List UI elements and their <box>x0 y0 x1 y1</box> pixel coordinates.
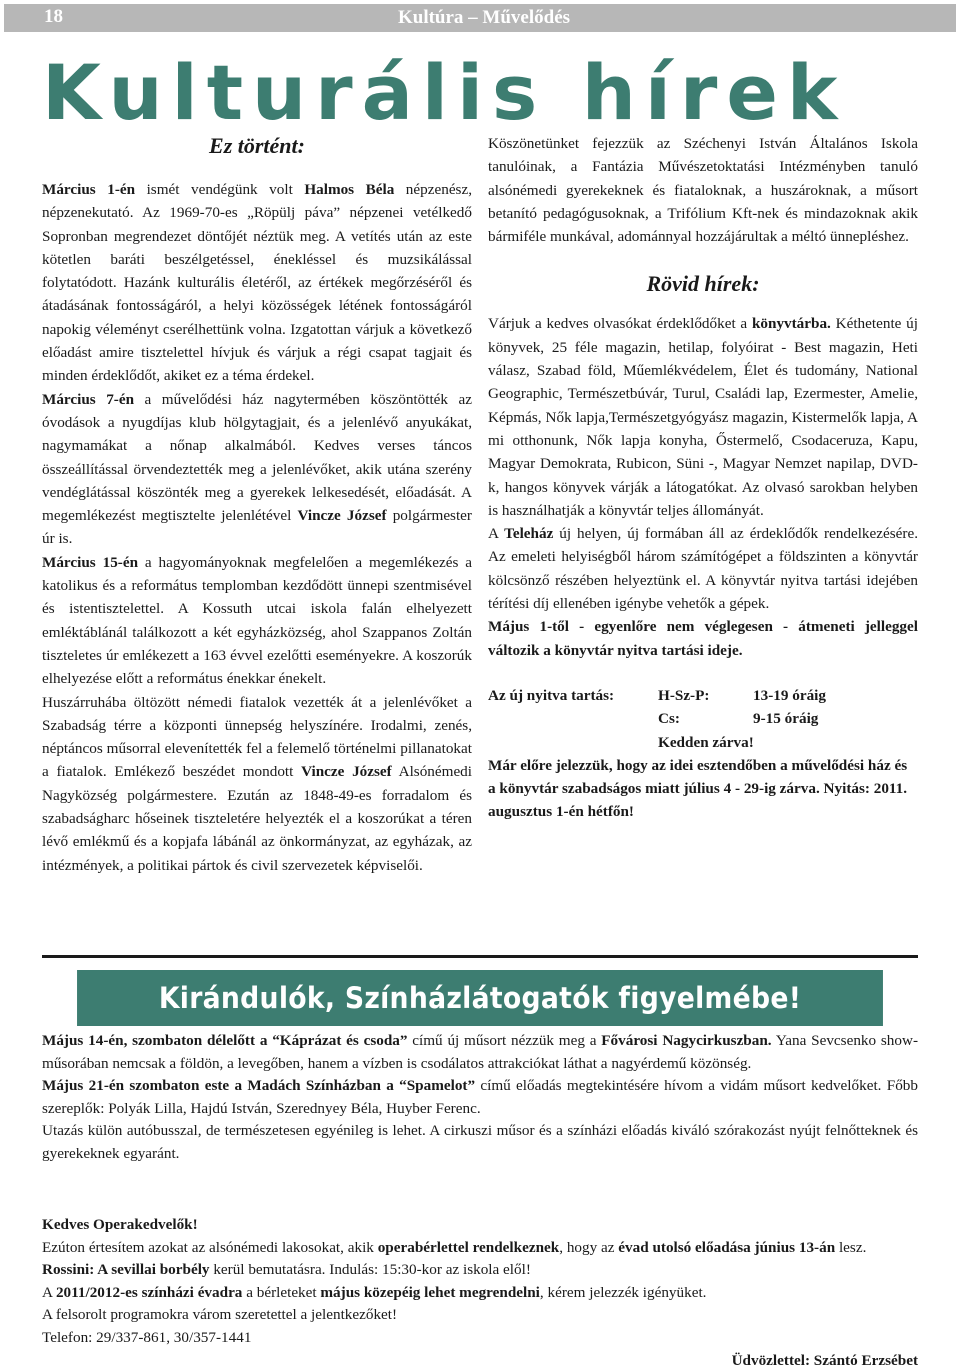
thanks-paragraph <box>488 132 918 248</box>
hours-change-paragraph <box>488 615 918 662</box>
text-run: , hogy az <box>559 1238 619 1256</box>
hours-time: 9-15 óráig <box>753 710 819 728</box>
bold-text: Halmos Béla <box>304 181 395 198</box>
closure-notice: Már előre jelezzük, hogy az idei esztendőben a művelődési ház és a könyvtár szabadságos miatt július 4 - 29-ig zárva. Nyitás: 2011. augusztus 1-én hétfőn! <box>488 756 908 821</box>
signature: Üdvözlettel: Szántó Erzsébet <box>731 1352 918 1369</box>
text-run: Utazás külön autóbusszal, de természetesen egyénileg is lehet. A cirkuszi műsor és a színházi előadás kiváló szórakozást nyújt felnőtteknek és gyerekeknek egyaránt. <box>42 1122 918 1162</box>
theatre-paragraph <box>42 1075 918 1120</box>
text-run: Köszönetünket fejezzük az Széchenyi István Általános Iskola tanulóinak, a Fantázia Művészetoktatási Intézményben tanuló alsónémedi gyerekeknek és fiataloknak, a huszároknak, a műsort betanító pedagógusoknak, a Trifólium Kft-nek és mindazoknak akik bármiféle munkával, adománnyal hozzájárultak a méltó ünnepléshez. <box>488 135 918 246</box>
season-paragraph <box>42 1282 918 1305</box>
section-divider <box>42 955 918 958</box>
text-run: a hagyományoknak megfelelően a megemlékezés a katolikus és a református templomban kezdődött ünnepi szentmisével és istentisztelettel. A Kossuth utcai iskola falán elhelyezett emléktáblánál találkozott a két egyházközség, ahol Szappanos Zoltán tiszteletes úr emlékezett a 163 évvel ezelőtti eseményekre. A koszorúk elhelyezése előtt a református énekkar énekelt. <box>42 553 472 688</box>
library-paragraph <box>488 312 918 522</box>
text-run: kerül bemutatásra. Indulás: 15:30-kor az iskola elől! <box>209 1261 531 1278</box>
bold-text: Március 15-én <box>42 553 139 571</box>
text-run: A <box>488 525 505 543</box>
bold-text: könyvtárba. <box>751 315 831 333</box>
opera-section <box>42 1214 918 1349</box>
hours-time: 13-19 óráig <box>753 686 826 704</box>
text-run: Huszárruhába öltözött némedi fiatalok vezették át a jelenlévőket a Szabadság térre a központi ünnepség helyszínére. Irodalmi, zenés, néptáncos műsorral elevenítették fel a felemelő történelmi pillanatokat a fiatalok. Emlékező beszédet mondott <box>42 693 472 781</box>
text-run: Várjuk a kedves olvasókat érdeklődőket a <box>488 315 752 333</box>
page-number: 18 <box>44 6 63 27</box>
text-run: polgármester úr is. <box>42 507 472 548</box>
masthead-title: Kulturális hírek <box>42 48 847 137</box>
circus-paragraph <box>42 1030 918 1075</box>
hours-row <box>488 731 918 754</box>
bold-text: Fővárosi Nagycirkuszban. <box>601 1032 772 1049</box>
bold-text: 2011/2012-es színházi évadra <box>55 1283 243 1301</box>
hours-days: Cs: <box>658 710 680 728</box>
trips-section <box>42 1030 918 1165</box>
article-paragraph <box>42 388 472 551</box>
section-title: Kultúra – Művelődés <box>397 7 571 28</box>
right-column-heading: Rövid hírek: <box>646 271 760 297</box>
text-run: Alsónémedi Nagyközség polgármestere. Ezután az 1848-49-es forradalom és szabadságharc hőseinek tiszteletére helyezték el a koszorúkat a téren lévő emlékmű és a kopjafa lábánál az önkormányzat, az egyházak, az intézmények, a politikai pártok és civil szervezetek képviselői. <box>42 763 472 874</box>
text-run: című új műsort nézzük meg a <box>407 1032 602 1049</box>
text-run: Ezúton értesítem azokat az alsónémedi lakosokat, akik <box>42 1238 378 1256</box>
bold-text: Március 1-én <box>42 181 136 198</box>
bold-text: Május 21-én szombaton este a Madách Színházban a “Spamelot” <box>42 1077 476 1094</box>
text-run: A <box>42 1283 56 1301</box>
bold-text: Május 14-én, szombaton délelőtt a “Káprázat és csoda” <box>42 1032 408 1049</box>
hours-closed: Kedden zárva! <box>658 733 754 751</box>
opening-hours <box>488 684 918 754</box>
phone-line: Telefon: 29/337-861, 30/357-1441 <box>42 1328 252 1346</box>
hours-days: H-Sz-P: <box>658 686 710 704</box>
invitation-line: A felsorolt programokra várom szeretettel a jelentkezőket! <box>42 1306 398 1323</box>
bold-text: Március 7-én <box>42 390 135 408</box>
hours-row <box>488 707 918 730</box>
text-run: , kérem jelezzék igényüket. <box>539 1283 707 1301</box>
text-run: új helyen, új formában áll az érdeklődők rendelkezésére. Az emeleti helyiségből három számítógépet a földszinten a könyvtár kölcsönző részében helyeztünk el. A könyvtár nyitva tartási idejében térítési díj ellenében igénybe vehetők a gépek. <box>488 525 919 613</box>
travel-paragraph <box>42 1120 918 1165</box>
text-run: népzenész, népzenekutató. Az 1969-70-es „Röpülj páva” népzenei vetélkedő Sopronban megrendezet döntőjét néztük meg. A vetítés után az este kötetlen baráti beszélgetéssel, énekléssel és muzsikálással folytatódott. Hazánk kulturális életéről, az értékek megőrzéséről és átadásának fontosságáról, a helyi közösségek létének fontosságáról napokig véleményt cserélhettünk volna. Izgatottan várjuk a következő előadást amire tisztelettel hívjuk és várjuk a régi csapat tagjait és minden érdeklődőt, akiket ez a téma érdekel. <box>42 181 473 385</box>
page-header <box>4 4 956 32</box>
article-paragraph <box>42 691 472 877</box>
right-column <box>488 132 918 824</box>
trips-banner: Kirándulók, Színházlátogatók figyelmébe! <box>77 970 883 1026</box>
hours-label: Az új nyitva tartás: <box>488 686 615 704</box>
bold-text: Május 1-től - egyenlőre nem véglegesen - átmeneti jelleggel változik a könyvtár nyitva tartási ideje. <box>488 618 918 659</box>
hours-row <box>488 684 918 707</box>
bold-text: évad utolsó előadása június 13-án <box>618 1238 836 1256</box>
left-column-heading: Ez történt: <box>209 133 305 158</box>
bold-text: Vincze József <box>297 507 387 525</box>
opera-greeting: Kedves Operakedvelők! <box>42 1216 198 1233</box>
text-run: Kéthetente új könyvek, 25 féle magazin, hetilap, folyóirat - Best magazin, Heti válasz, Szabad föld, Műemlékvédelem, Élet és tudomány, National Geographic, Természetbúvár, Turul, Családi lap, Ezermester, Amelie, Képmás, Nők lapja,Természetgyógyász magazin, Kistermelők lapja, A mi otthonunk, Nők lapja konyha, Őstermelő, Csodaceruza, Kapu, Magyar Demokrata, Rubicon, Süni -, Magyar Nemzet napilap, DVD-k, hangos könyvek várják a látogatókat. Az olvasó sarokban helyben is használhatják a könyvtár teljes állományát. <box>488 315 918 519</box>
text-run: Yana Sevcsenko show-műsorában nemcsak a földön, a levegőben, hanem a vízben is csodálatos attrakciókat láthat a nagyérdemű közönség. <box>42 1032 919 1072</box>
text-run: című előadás megtekintésére hívom a vidám műsort kedvelőket. Főbb szereplők: Polyák Lilla, Hajdú István, Szerednyey Béla, Huyber Ferenc. <box>42 1077 918 1117</box>
text-run: ismét vendégünk volt <box>135 181 305 198</box>
left-column <box>42 132 472 877</box>
bold-text: operabérlettel rendelkeznek <box>377 1238 560 1256</box>
bold-text: Teleház <box>504 525 554 543</box>
bold-text: május közepéig lehet megrendelni <box>320 1283 540 1301</box>
bold-text: Vincze József <box>301 763 392 781</box>
text-run: lesz. <box>835 1238 867 1256</box>
article-paragraph <box>42 178 472 388</box>
text-run: a bérleteket <box>242 1283 321 1301</box>
article-paragraph <box>42 551 472 691</box>
opera-paragraph <box>42 1237 918 1282</box>
text-run: a művelődési ház nagytermében köszöntötték az óvodások a nyugdíjas klub hölgytagjait, és a jelenlévő anyukákat, nagymamákat a nőnap alkalmából. Kedves verses táncos összeállítással örvendeztették meg a jelenlévőket, akik utána szerény vendéglátással köszönték meg a gyerekek lelkesedését, előadását. A megemlékezést megtisztelte jelenlétével <box>42 390 472 525</box>
telehaz-paragraph <box>488 522 918 615</box>
bold-text: Rossini: A sevillai borbély <box>42 1261 210 1278</box>
